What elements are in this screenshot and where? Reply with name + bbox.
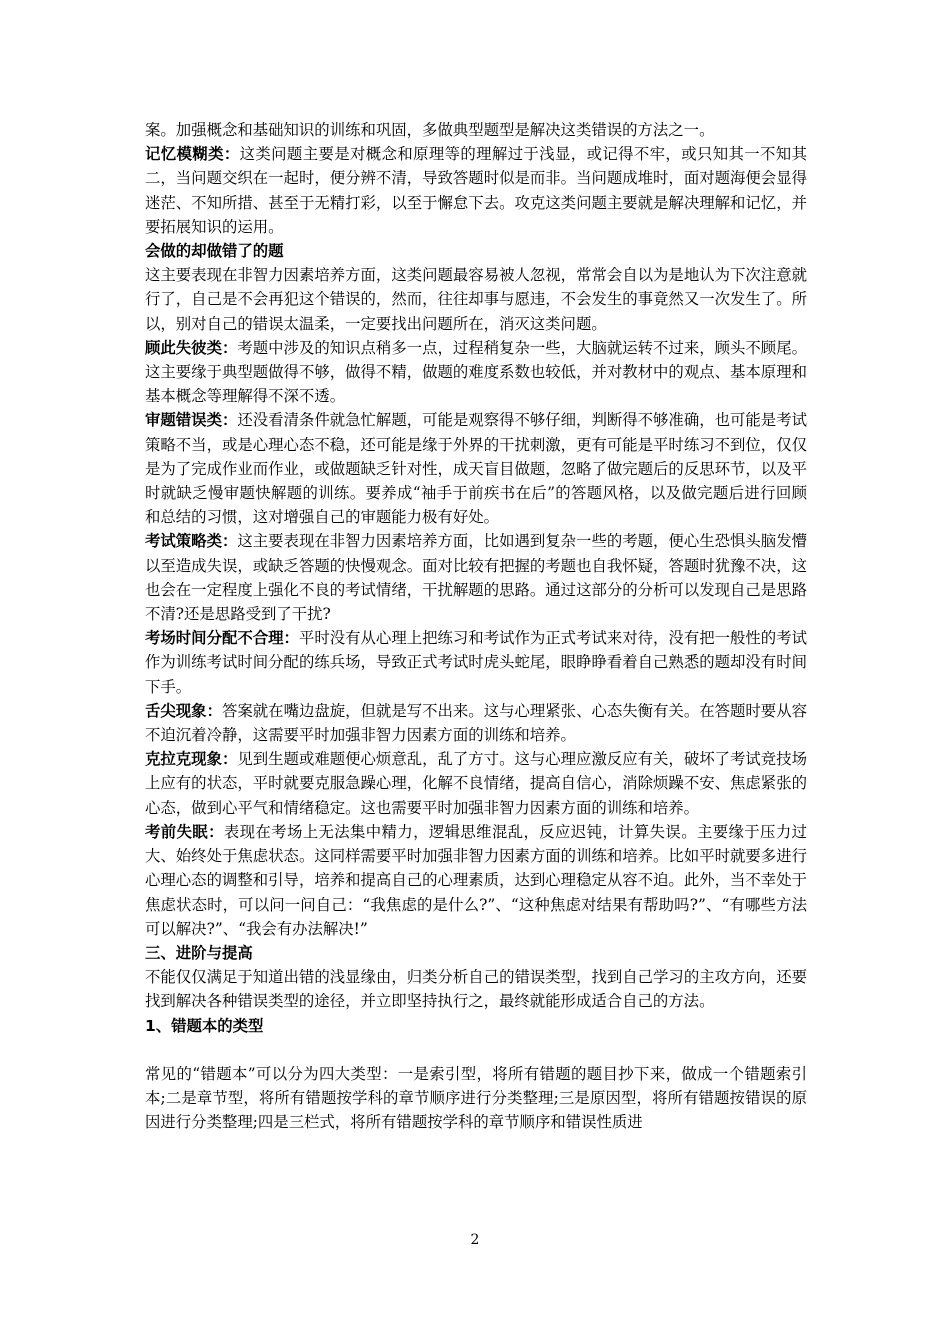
term-label: 考试策略类： (145, 532, 238, 551)
term-label: 审题错误类： (145, 411, 238, 430)
section-heading: 三、进阶与提高 (145, 943, 253, 962)
term-label: 舌尖现象： (145, 701, 222, 720)
paragraph-time: 考场时间分配不合理：平时没有从心理上把练习和考试作为正式考试来对待，没有把一般性的考试作为训练考试时间分配的练兵场，导致正式考试时虎头蛇尾，眼睁睁看着自己熟悉的题却没有时间下手。 (145, 629, 807, 696)
paragraph-intro: 案。加强概念和基础知识的训练和巩固，多做典型题型是解决这类错误的方法之一。 (145, 121, 715, 139)
paragraph-tongue: 舌尖现象：答案就在嘴边盘旋，但就是写不出来。这与心理紧张、心态失衡有关。在答题时要从容不迫沉着冷静，这需要平时加强非智力因素方面的训练和培养。 (145, 701, 807, 745)
subsection-heading: 1、错题本的类型 (145, 1016, 264, 1035)
paragraph-insomnia: 考前失眠：表现在考场上无法集中精力，逻辑思维混乱，反应迟钝，计算失误。主要缘于压力过大、始终处于焦虑状态。这同样需要平时加强非智力因素方面的训练和培养。比如平时就要多进行心理心态的调整和引导，培养和提高自己的心理素质，达到心理稳定从容不迫。此外，当不幸处于焦虑状态时，可以问一问自己：“我焦虑的是什么?”、“这种焦虑对结果有帮助吗?”、“有哪些方法可以解决?”、“我会有办法解决!” (145, 822, 807, 938)
section-heading: 会做的却做错了的题 (145, 242, 284, 261)
term-label: 顾此失彼类： (145, 338, 238, 357)
term-label: 考场时间分配不合理： (145, 629, 299, 648)
paragraph-clark: 克拉克现象：见到生题或难题便心烦意乱，乱了方寸。这与心理应激反应有关，破坏了考试竞技场上应有的状态，平时就要克服急躁心理，化解不良情绪，提高自信心，消除烦躁不安、焦虑紧张的心态，做到心平气和情绪稳定。这也需要平时加强非智力因素方面的训练和培养。 (145, 750, 807, 817)
paragraph-nonintellect: 这主要表现在非智力因素培养方面，这类问题最容易被人忽视，常常会自以为是地认为下次注意就行了，自己是不会再犯这个错误的，然而，往往却事与愿违，不会发生的事竟然又一次发生了。所以，别对自己的错误太温柔，一定要找出问题所在，消灭这类问题。 (145, 266, 807, 333)
paragraph-celue: 考试策略类：这主要表现在非智力因素培养方面，比如遇到复杂一些的考题，便心生恐惧头脑发懵以至造成失误，或缺乏答题的快慢观念。面对比较有把握的考题也自我怀疑，答题时犹豫不决，这也会在一定程度上强化不良的考试情绪，干扰解题的思路。通过这部分的分析可以发现自己是思路不清?还是思路受到了干扰? (145, 532, 807, 624)
blank-line (145, 1038, 807, 1062)
term-label: 克拉克现象： (145, 750, 238, 769)
paragraph-advance: 不能仅仅满足于知道出错的浅显缘由，归类分析自己的错误类型，找到自己学习的主攻方向，还要找到解决各种错误类型的途径，并立即坚持执行之，最终就能形成适合自己的方法。 (145, 968, 807, 1011)
page-number: 2 (470, 1232, 480, 1248)
paragraph-shenti: 审题错误类：还没看清条件就急忙解题，可能是观察得不够仔细，判断得不够准确，也可能是考试策略不当，或是心理心态不稳，还可能是缘于外界的干扰刺激，更有可能是平时练习不到位，仅仅是为了完成作业而作业，或做题缺乏针对性，成天盲目做题，忽略了做完题后的反思环节，以及平时就缺乏慢审题快解题的训练。要养成“袖手于前疾书在后”的答题风格，以及做完题后进行回顾和总结的习惯，这对增强自己的审题能力极有好处。 (145, 411, 807, 527)
paragraph-guci: 顾此失彼类：考题中涉及的知识点稍多一点，过程稍复杂一些，大脑就运转不过来，顾头不顾尾。这主要缘于典型题做得不够，做得不精，做题的难度系数也较低，并对教材中的观点、基本原理和基本概念等理解得不深不透。 (145, 338, 807, 406)
term-label: 记忆模糊类： (145, 145, 240, 164)
paragraph-memory: 记忆模糊类：这类问题主要是对概念和原理等的理解过于浅显，或记得不牢，或只知其一不知其二，当问题交织在一起时，便分辨不清，导致答题时似是而非。当问题成堆时，面对题海便会显得迷茫、不知所措、甚至于无精打彩，以至于懈怠下去。攻克这类问题主要就是解决理解和记忆，并要拓展知识的运用。 (145, 145, 807, 236)
paragraph-notebook-types: 常见的“错题本”可以分为四大类型：一是索引型，将所有错题的题目抄下来，做成一个错题索引本;二是章节型，将所有错题按学科的章节顺序进行分类整理;三是原因型，将所有错题按错误的原因进行分类整理;四是三栏式，将所有错题按学科的章节顺序和错误性质进 (145, 1064, 807, 1132)
document-body (145, 118, 807, 1134)
term-label: 考前失眠： (145, 822, 224, 841)
